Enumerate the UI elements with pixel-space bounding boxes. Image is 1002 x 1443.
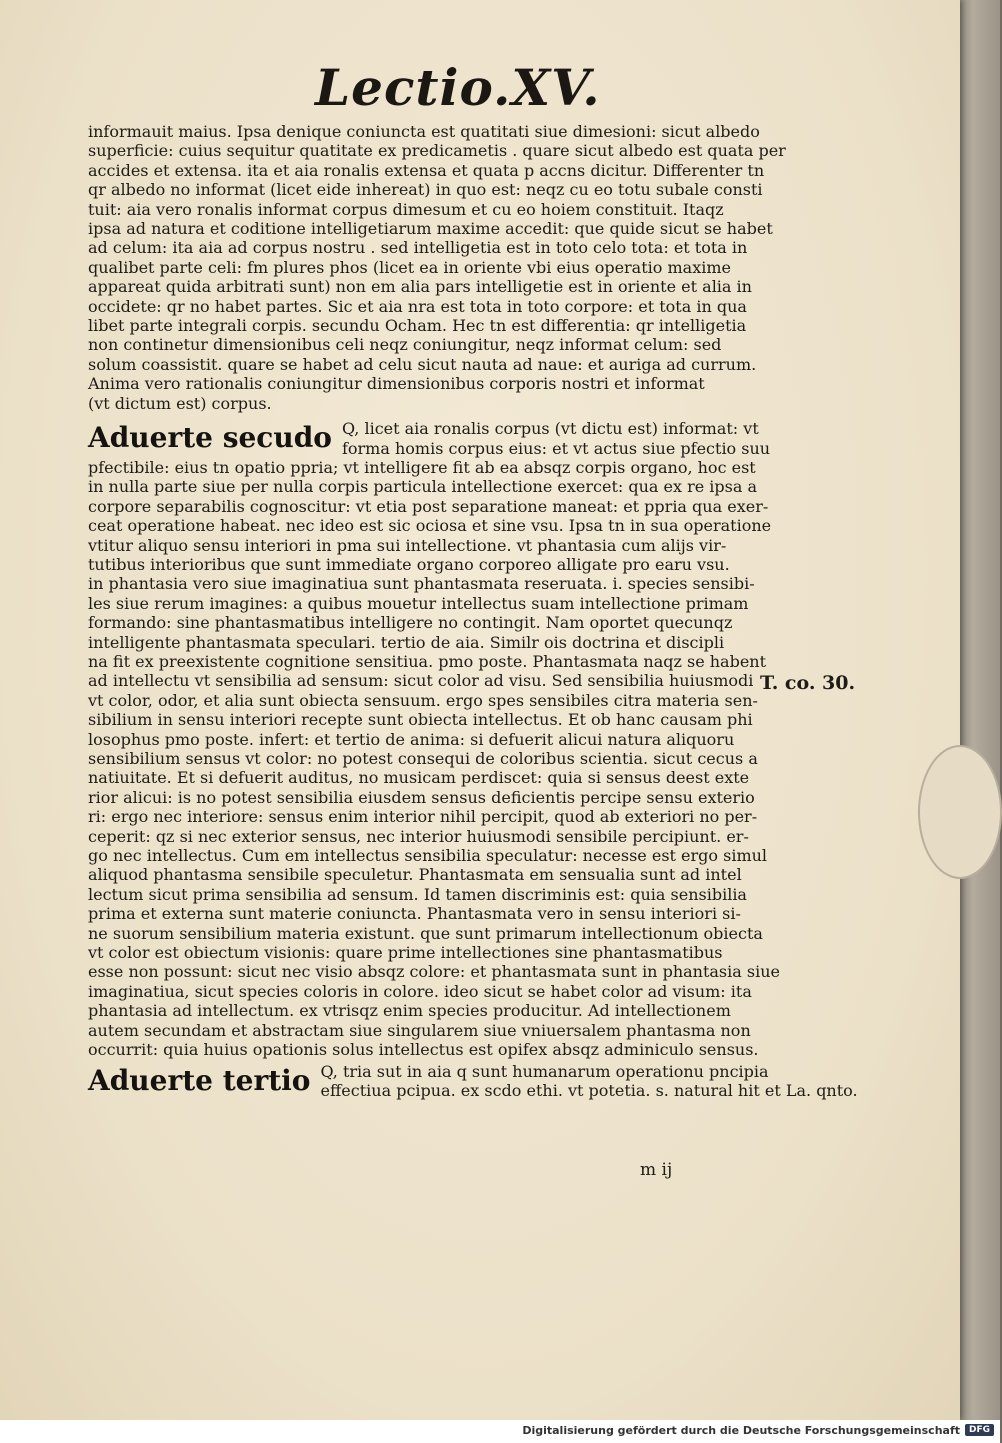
text-line: lectum sicut prima sensibilia ad sensum. Id tamen discriminis est: quia sensibilia	[88, 884, 747, 904]
text-line: corpore separabilis cognoscitur: vt etia post separatione maneat: et ppria qua exer-	[88, 496, 769, 516]
running-head: Lectio.XV.	[315, 58, 601, 117]
text-line: (vt dictum est) corpus.	[88, 393, 272, 413]
text-line: imaginatiua, sicut species coloris in colore. ideo sicut se habet color ad visum: ita	[88, 981, 752, 1001]
section-aduerte-tertio	[88, 1061, 858, 1101]
text-line: occurrit: quia huius opationis solus intellectus est opifex absqz adminiculo sensus.	[88, 1040, 759, 1060]
text-line: effectiua pcipua. ex scdo ethi. vt potetia. s. natural hit et La. qnto.	[320, 1080, 858, 1100]
text-line: non continetur dimensionibus celi neqz coniungitur, neqz informat celum: sed	[88, 335, 722, 355]
text-line: vt color, odor, et alia sunt obiecta sensuum. ergo spes sensibiles citra materia sen-	[88, 690, 758, 710]
text-line: les siue rerum imagines: a quibus mouetur intellectus suam intellectione primam	[88, 593, 749, 613]
text-line: esse non possunt: sicut nec visio absqz colore: et phantasmata sunt in phantasia siue	[88, 962, 780, 982]
dfg-logo: DFG	[965, 1424, 994, 1436]
text-line: rior alicui: is no potest sensibilia eiusdem sensus deficientis percipe sensu exterio	[88, 787, 755, 807]
section-aduerte-secundo	[88, 419, 780, 1060]
text-line: tutibus interioribus que sunt immediate organo corporeo alligate pro earu vsu.	[88, 554, 730, 574]
text-line: qr albedo no informat (licet eide inhereat) in quo est: neqz cu eo totu subale consti	[88, 180, 763, 200]
section-2-lines	[88, 419, 780, 1060]
text-line: informauit maius. Ipsa denique coniuncta est quatitati siue dimesioni: sicut albedo	[88, 122, 760, 141]
paragraph-1	[88, 122, 786, 413]
text-line: natiuitate. Et si defuerit auditus, no musicam perdiscet: quia si sensus deest exte	[88, 768, 750, 788]
text-line: qualibet parte celi: fm plures phos (licet ea in oriente vbi eius operatio maxime	[88, 257, 731, 277]
text-line: go nec intellectus. Cum em intellectus sensibilia speculatur: necesse est ergo simul	[88, 846, 768, 866]
text-line: in phantasia vero siue imaginatiua sunt phantasmata reseruata. i. species sensibi-	[88, 574, 755, 594]
text-line: occidete: qr no habet partes. Sic et aia nra est tota in toto corpore: et tota in qua	[88, 296, 747, 316]
text-line: superficie: cuius sequitur quatitate ex predicametis . quare sicut albedo est quata per	[88, 141, 786, 161]
page-tab-notch	[918, 745, 1002, 879]
text-line: losophus pmo poste. infert: et tertio de anima: si defuerit alicui natura aliquoru	[88, 729, 735, 749]
signature-mark: m ij	[640, 1160, 673, 1180]
text-line: Anima vero rationalis coniungitur dimensionibus corporis nostri et informat	[88, 374, 705, 394]
rubric-aduerte-secundo: Aduerte secudo	[88, 421, 332, 455]
text-line: ad intellectu vt sensibilia ad sensum: sicut color ad visu. Sed sensibilia huiusmodi	[88, 671, 754, 691]
text-line: accides et extensa. ita et aia ronalis extensa et quata p accns dicitur. Differenter tn	[88, 160, 765, 180]
text-line: appareat quida arbitrati sunt) non em alia pars intelligetie est in oriente et alia in	[88, 277, 752, 297]
text-line: na fit ex preexistente cognitione sensitiua. pmo poste. Phantasmata naqz se habent	[88, 651, 767, 671]
text-line: intelligente phantasmata speculari. tertio de aia. Similr ois doctrina et discipli	[88, 632, 725, 652]
text-line: sensibilium sensus vt color: no potest consequi de coloribus scientia. sicut cecus a	[88, 749, 758, 768]
text-line: autem secundam et abstractam siue singularem siue vniuersalem phantasma non	[88, 1020, 751, 1040]
margin-note: T. co. 30.	[760, 672, 856, 694]
rubric-aduerte-tertio: Aduerte tertio	[88, 1063, 311, 1097]
book-edge	[955, 0, 1000, 1420]
text-line: Q, tria sut in aia q sunt humanarum operationu pncipia	[320, 1061, 769, 1081]
text-line: prima et externa sunt materie coniuncta. Phantasmata vero in sensu interiori si-	[88, 904, 741, 924]
footer-bar	[0, 1420, 1000, 1443]
footer-credit: Digitalisierung gefördert durch die Deutsche Forschungsgemeinschaft	[522, 1424, 960, 1437]
text-line: tuit: aia vero ronalis informat corpus dimesum et cu eo hoiem constituit. Itaqz	[88, 199, 724, 219]
text-line: forma homis corpus eius: et vt actus siue pfectio suu	[341, 438, 771, 458]
text-line: sibilium in sensu interiori recepte sunt obiecta intellectus. Et ob hanc causam phi	[88, 710, 753, 730]
text-line: ad celum: ita aia ad corpus nostru . sed intelligetia est in toto celo tota: et tota in	[88, 238, 748, 258]
text-line: ipsa ad natura et coditione intelligetiarum maxime accedit: que quide sicut se habet	[88, 219, 773, 239]
text-line: pfectibile: eius tn opatio ppria; vt intelligere fit ab ea absqz corpis organo, hoc est	[88, 457, 756, 477]
text-line: phantasia ad intellectum. ex vtrisqz enim species producitur. Ad intellectionem	[88, 1001, 731, 1021]
text-line: vt color est obiectum visionis: quare prime intellectiones sine phantasmatibus	[88, 943, 723, 963]
text-line: ceperit: qz si nec exterior sensus, nec interior huiusmodi sensibile percipiunt. er-	[88, 826, 749, 846]
text-line: libet parte integrali corpis. secundu Ocham. Hec tn est differentia: qr intelligetia	[88, 316, 747, 336]
text-line: Q, licet aia ronalis corpus (vt dictu est) informat: vt	[341, 419, 759, 439]
text-line: ri: ergo nec interiore: sensus enim interior nihil percipit, quod ab exteriori no per-	[88, 807, 758, 827]
text-line: solum coassistit. quare se habet ad celu sicut nauta ad naue: et auriga ad currum.	[88, 354, 757, 374]
text-line: aliquod phantasma sensibile speculetur. Phantasmata em sensualia sunt ad intel	[88, 865, 742, 885]
text-line: in nulla parte siue per nulla corpis particula intellectione exercet: qua ex re ipsa a	[88, 477, 758, 497]
text-line: ne suorum sensibilium materia existunt. que sunt primarum intellectionum obiecta	[88, 923, 763, 943]
text-line: formando: sine phantasmatibus intelligere no contingit. Nam oportet quecunqz	[88, 613, 733, 633]
text-line: vtitur aliquo sensu interiori in pma sui intellectione. vt phantasia cum alijs vir-	[88, 535, 727, 555]
text-line: ceat operatione habeat. nec ideo est sic ociosa et sine vsu. Ipsa tn in sua operatione	[88, 516, 772, 536]
